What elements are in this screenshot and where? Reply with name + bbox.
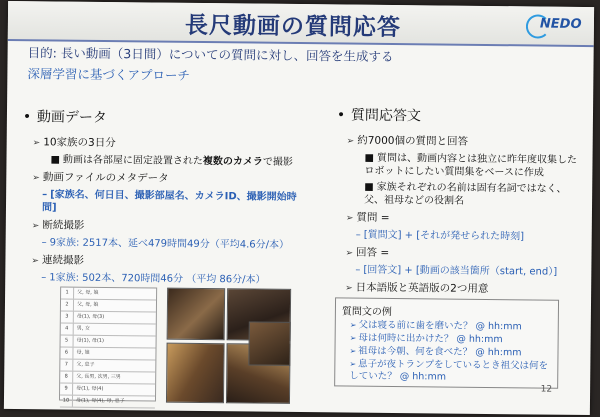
video-frame-image [167,288,226,341]
question-example: ➢ 母は何時に出かけた？ @ hh:mm [349,332,503,346]
right-heading: • 質問応答文 [336,107,422,125]
right-item-2-sub: – [質問文] + [それが発せられた時刻] [355,229,525,243]
table-row: 1 父, 母, 娘 [61,288,156,301]
table-row: 7 父, 息子 [60,360,155,373]
arrow-icon: ➢ [345,213,354,224]
family-table [59,287,157,405]
left-item-2-sub: – [家族名、何日目、撮影部屋名、カメラID、撮影開始時間] [41,189,297,214]
square-bullet-icon: ■ [364,181,374,193]
question-examples-box [334,297,559,388]
left-column [21,106,308,290]
left-item-4: ➢ 連続撮影 [31,254,85,267]
right-column [335,104,587,301]
table-row: 2 父, 母, 娘 [61,300,156,313]
video-frame-image [248,321,290,365]
question-example: ➢ 祖母は今朝、何を食べた？ @ hh:mm [349,345,522,359]
slide-title: 長尺動画の質問応答 [184,12,402,42]
arrow-icon: ➢ [349,359,357,369]
logo-text: NEDO [539,16,582,32]
bullet-icon: • [22,109,32,126]
left-item-2: ➢ 動画ファイルのメタデータ [32,171,169,185]
question-example: ➢ 父は寝る前に歯を磨いた？ @ hh:mm [349,319,522,333]
arrow-icon: ➢ [32,173,40,184]
bullet-icon: • [336,107,346,124]
right-item-2: ➢ 質問 = [345,211,390,224]
left-heading: • 動画データ [22,109,108,126]
arrow-icon: ➢ [346,136,355,147]
arrow-icon: ➢ [349,320,357,330]
video-frame-image [166,343,225,404]
right-item-4: ➢ 日本語版と英語版の2つ用意 [345,281,489,295]
arrow-icon: ➢ [345,248,354,259]
right-item-3: ➢ 回答 = [345,246,390,259]
table-row: 5 母(1), 母(1) [61,336,156,349]
slide [4,1,594,415]
arrow-icon: ➢ [31,221,40,232]
square-bullet-icon: ■ [364,152,375,164]
table-row: 9 母(1), 母(4) [60,384,155,397]
table-row: 3 母(1), 母(3) [61,312,156,325]
table-row: 4 男, 女 [61,324,156,337]
nedo-logo [526,14,586,37]
question-example: ➢ 息子が夜トランプをしているとき祖父は何をしていた？ @ hh:mm [349,358,549,383]
square-bullet-icon: ■ [50,154,61,166]
arrow-icon: ➢ [349,346,357,356]
table-row: 8 父, 長男, 次男, 三男 [60,372,155,385]
left-item-3: ➢ 断続撮影 [31,219,85,232]
arrow-icon: ➢ [32,138,41,149]
left-item-3-sub: – 9家族: 2517本、延べ479時間49分（平均4.6分/本） [41,237,290,251]
right-item-1-sub-2: ■ 家族それぞれの名前は固有名詞ではなく、父、祖母などの役割名 [364,181,567,207]
left-item-1: ➢ 10家族の3日分 [32,136,116,150]
left-item-1-sub: ■ 動画は各部屋に固定設置された複数のカメラで撮影 [50,154,293,168]
arrow-icon: ➢ [349,333,357,343]
page-number: 12 [540,384,553,395]
purpose-text: 目的: 長い動画（3日間）についての質問に対し、回答を生成する [27,45,394,64]
arrow-icon: ➢ [345,283,353,294]
right-item-1-sub-1: ■ 質問は、動画内容とは独立に昨年度収集したロボットにしたい質問集をベースに作成 [364,152,578,179]
right-item-3-sub: – [回答文] + [動画の該当箇所（start, end）] [355,264,558,278]
qbox-title: 質問文の例 [341,306,392,318]
arrow-icon: ➢ [31,256,40,267]
title-bar [8,1,594,47]
left-item-4-sub: – 1家族: 502本、720時間46分 （平均 86分/本） [41,272,266,286]
table-row: 10 母(1), 母(4), 母, 息子 [60,396,155,409]
table-row: 6 母, 娘 [60,348,155,361]
approach-text: 深層学習に基づくアプローチ [27,66,190,83]
right-item-1: ➢ 約7000個の質問と回答 [346,134,469,148]
